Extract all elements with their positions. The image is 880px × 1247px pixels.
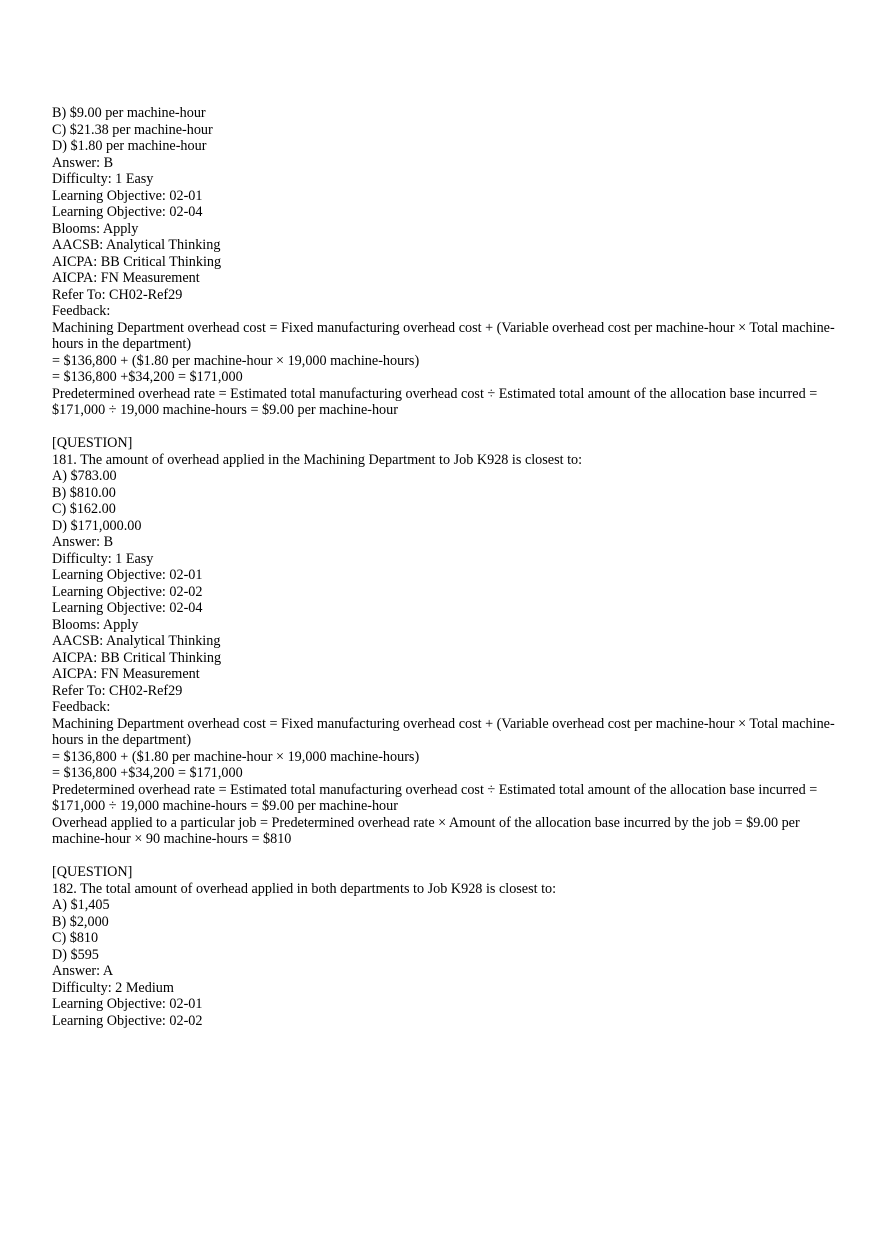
aacsb: AACSB: Analytical Thinking <box>52 633 221 649</box>
feedback-label: Feedback: <box>52 699 111 715</box>
answer-option: B) $9.00 per machine-hour <box>52 105 206 121</box>
blooms: Blooms: Apply <box>52 616 139 633</box>
question-marker: [QUESTION] <box>52 864 133 880</box>
answer-option: A) $783.00 <box>52 468 117 484</box>
learning-objective: Learning Objective: 02-02 <box>52 583 203 600</box>
aacsb: AACSB: Analytical Thinking <box>52 237 221 253</box>
learning-objective: Learning Objective: 02-04 <box>52 600 203 616</box>
answer-option: D) $171,000.00 <box>52 517 142 534</box>
difficulty: Difficulty: 1 Easy <box>52 171 154 187</box>
difficulty: Difficulty: 2 Medium <box>52 979 174 996</box>
feedback-line: = $136,800 +$34,200 = $171,000 <box>52 765 243 781</box>
feedback-line: Predetermined overhead rate = Estimated total manufacturing overhead cost ÷ Estimated total amount of the allocation base incurred = $171,000 ÷ 19,000 machine-hours = $9.00 per machine-hour <box>52 781 821 814</box>
spacer <box>52 848 842 865</box>
learning-objective: Learning Objective: 02-01 <box>52 187 203 204</box>
answer-option: B) $2,000 <box>52 913 109 930</box>
aicpa: AICPA: BB Critical Thinking <box>52 649 222 666</box>
question-182 <box>52 864 842 1029</box>
question-stem: 181. The amount of overhead applied in the Machining Department to Job K928 is closest to: <box>52 451 583 468</box>
question-marker: [QUESTION] <box>52 435 133 451</box>
answer-key: Answer: B <box>52 534 114 550</box>
feedback-line: Machining Department overhead cost = Fixed manufacturing overhead cost + (Variable overhead cost per machine-hour × Total machine-hours in the department) <box>52 319 835 352</box>
answer-option: A) $1,405 <box>52 897 110 913</box>
feedback-line: = $136,800 + ($1.80 per machine-hour × 19,000 machine-hours) <box>52 748 420 765</box>
answer-option: C) $162.00 <box>52 501 116 517</box>
aicpa: AICPA: FN Measurement <box>52 270 200 286</box>
learning-objective: Learning Objective: 02-02 <box>52 1012 203 1029</box>
question-180-continuation <box>52 105 842 419</box>
answer-option: C) $810 <box>52 930 99 946</box>
answer-key: Answer: B <box>52 154 114 171</box>
blooms: Blooms: Apply <box>52 220 139 237</box>
feedback-line: Machining Department overhead cost = Fixed manufacturing overhead cost + (Variable overhead cost per machine-hour × Total machine-hours in the department) <box>52 715 835 748</box>
question-stem: 182. The total amount of overhead applied in both departments to Job K928 is closest to: <box>52 880 557 897</box>
feedback-line: = $136,800 +$34,200 = $171,000 <box>52 369 243 385</box>
feedback-line: = $136,800 + ($1.80 per machine-hour × 19,000 machine-hours) <box>52 352 420 369</box>
learning-objective: Learning Objective: 02-01 <box>52 567 203 583</box>
feedback-label: Feedback: <box>52 303 111 319</box>
document-page <box>52 105 842 1029</box>
answer-key: Answer: A <box>52 963 114 979</box>
aicpa: AICPA: FN Measurement <box>52 666 200 682</box>
spacer <box>52 419 842 436</box>
learning-objective: Learning Objective: 02-04 <box>52 204 203 220</box>
difficulty: Difficulty: 1 Easy <box>52 550 154 567</box>
refer-to: Refer To: CH02-Ref29 <box>52 682 183 699</box>
answer-option: B) $810.00 <box>52 484 116 501</box>
refer-to: Refer To: CH02-Ref29 <box>52 286 183 303</box>
answer-option: D) $595 <box>52 946 99 963</box>
aicpa: AICPA: BB Critical Thinking <box>52 253 222 270</box>
learning-objective: Learning Objective: 02-01 <box>52 996 203 1012</box>
feedback-line: Overhead applied to a particular job = Predetermined overhead rate × Amount of the allocation base incurred by the job = $9.00 per machine-hour × 90 machine-hours = $810 <box>52 814 804 847</box>
question-181 <box>52 435 842 848</box>
answer-option: D) $1.80 per machine-hour <box>52 138 207 154</box>
feedback-line: Predetermined overhead rate = Estimated total manufacturing overhead cost ÷ Estimated total amount of the allocation base incurred = $171,000 ÷ 19,000 machine-hours = $9.00 per machine-hour <box>52 385 821 418</box>
answer-option: C) $21.38 per machine-hour <box>52 121 213 138</box>
